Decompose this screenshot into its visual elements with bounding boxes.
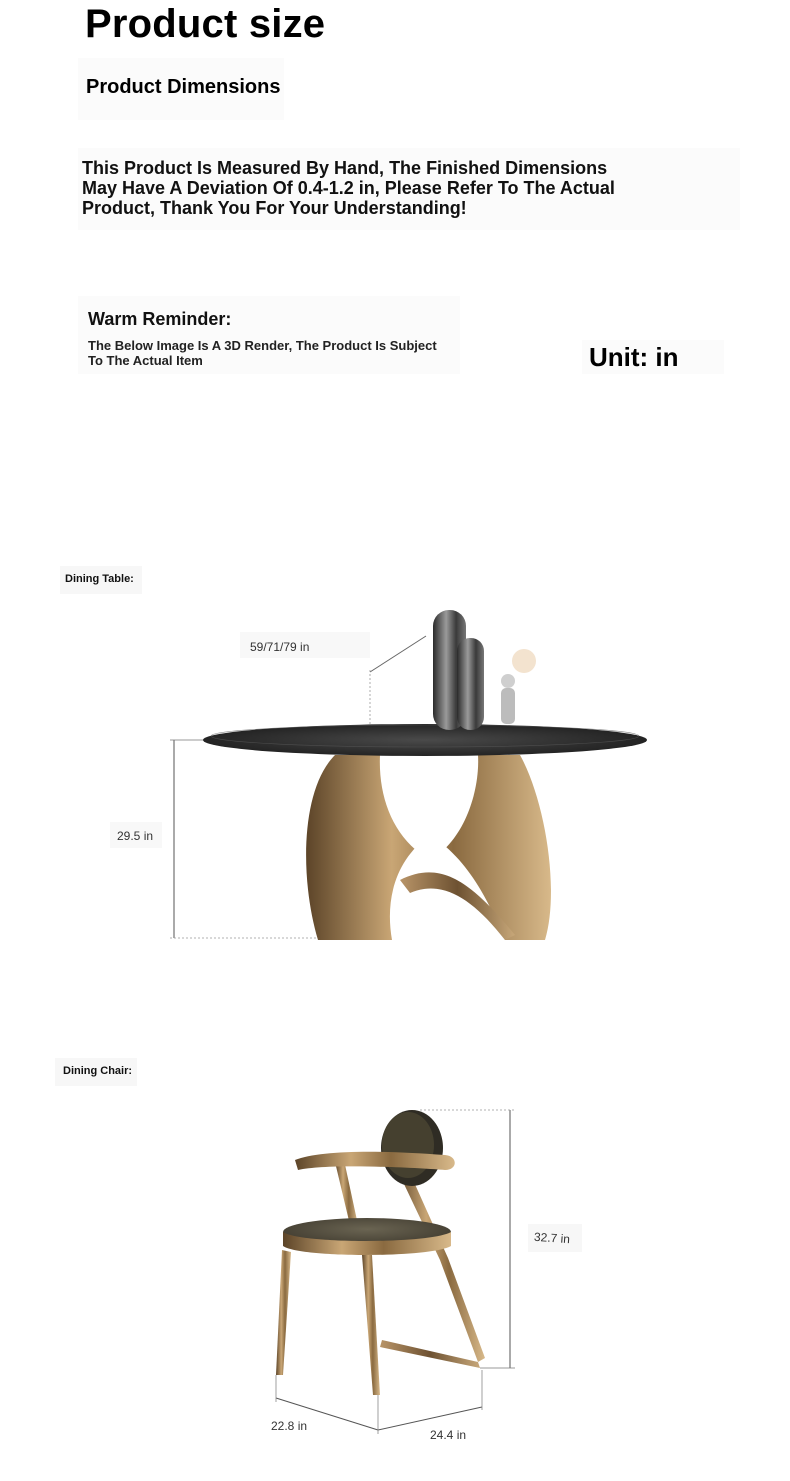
rear-stretcher [380,1340,480,1368]
reminder-text: The Below Image Is A 3D Render, The Product Is Subject To The Actual Item [88,338,437,368]
dining-table-label: Dining Table: [65,573,134,585]
reminder-title: Warm Reminder: [88,309,232,329]
page-title: Product size [85,2,326,46]
balloon [512,649,536,673]
chair-width-value: 24.4 in [430,1428,467,1442]
diameter-dimension-line [370,636,426,672]
front-left-leg [276,1250,291,1375]
table-diameter-value: 59/71/79 in [250,640,310,654]
dining-table-drawing [110,610,647,940]
figurine-body [501,688,515,724]
arm-post [335,1160,358,1225]
armrest [295,1152,455,1170]
table-height-value: 29.5 in [117,829,154,843]
front-right-leg [362,1255,380,1395]
table-top [203,724,647,756]
unit-label: Unit: in [589,342,679,372]
dining-chair-drawing [276,1110,515,1434]
chair-height-value: 32.7 in [533,1229,571,1247]
section-subtitle: Product Dimensions [86,76,281,98]
figurine-head [501,674,515,688]
back-leg [395,1162,485,1362]
measurement-note: This Product Is Measured By Hand, The Finished Dimensions May Have A Deviation Of 0.4-1.2 in, Please Refer To The Actual Product, Thank You For Your Understanding! [82,158,615,218]
chair-depth-value: 22.8 in [271,1419,308,1433]
chair-width-dimension-line [378,1407,482,1430]
dining-chair-label: Dining Chair: [63,1065,133,1077]
short-vase [457,638,484,730]
